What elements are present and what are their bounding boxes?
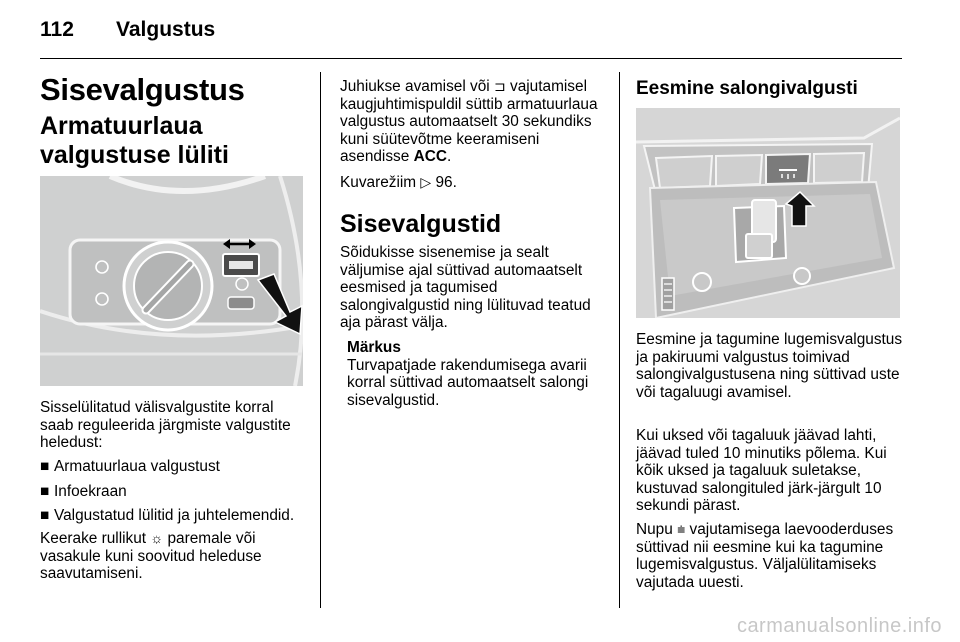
list-item bbox=[40, 507, 310, 525]
note-box bbox=[347, 339, 605, 409]
list-item bbox=[40, 483, 310, 501]
courtesy-light-figure bbox=[636, 108, 900, 318]
list-item-text: Armatuurlaua valgustust bbox=[54, 458, 220, 475]
bullet-icon: ■ bbox=[40, 482, 50, 500]
p3-text-start: Nupu bbox=[636, 521, 673, 538]
overhead-console-illustration bbox=[636, 108, 900, 318]
subsection-heading: Armatuurlaua valgustuse lüliti bbox=[40, 112, 229, 169]
unlock-icon: ⊐ bbox=[493, 78, 506, 94]
courtesy-light-paragraph-3 bbox=[636, 521, 904, 591]
front-courtesy-light-heading: Eesmine salongivalgusti bbox=[636, 78, 858, 99]
list-item bbox=[40, 458, 310, 476]
display-mode-reference[interactable] bbox=[340, 174, 457, 192]
p1-text-mid: vajutamisel kaugjuhtimispuldil süttib armatuurlaua valgustus automaatselt 30 sekundiks kuni süütevõtme keeramiseni asendisse bbox=[340, 78, 598, 166]
bullet-icon: ■ bbox=[40, 458, 50, 475]
page-number: 112 bbox=[40, 18, 74, 41]
dashboard-switch-figure bbox=[40, 176, 303, 386]
rotate-text-start: Keerake rullikut bbox=[40, 530, 147, 547]
list-item-text: Valgustatud lülitid ja juhtelemendid. bbox=[54, 507, 295, 525]
brightness-intro: Sisselülitatud välisvalgustite korral saab reguleerida järgmiste valgustite heledust: bbox=[40, 399, 291, 452]
chapter-title: Valgustus bbox=[116, 18, 216, 41]
p1-text-end: . bbox=[446, 148, 452, 166]
section-heading: Sisevalgustus bbox=[40, 72, 245, 107]
watermark: carmanualsonline.info bbox=[736, 615, 942, 637]
dimmer-icon: ☼ bbox=[150, 530, 164, 546]
header-rule bbox=[40, 58, 902, 59]
courtesy-light-paragraph-1: Eesmine ja tagumine lugemisvalgustus ja pakiruumi valgustus toimivad salongivalgustusena ning süttivad uste või tagaluugi avamisel. bbox=[636, 331, 903, 401]
column-divider-2 bbox=[619, 72, 620, 608]
dashboard-light-paragraph bbox=[340, 78, 602, 166]
p3-text-end: vajutamisega laevooderduses süttivad nii eesmine kui ka tagumine lugemisvalgustus. Väljalülitamiseks vajutada uuesti. bbox=[636, 521, 894, 591]
courtesy-light-paragraph-2: Kui uksed või tagaluuk jäävad lahti, jäävad tuled 10 minutiks põlema. Kui kõik uksed ja tagaluuk suletakse, kustuvad salongituled järk-järgult 10 sekundi pärast. bbox=[636, 427, 887, 515]
reference-text: Kuvarežiim bbox=[340, 174, 417, 191]
acc-label: ACC bbox=[413, 148, 447, 166]
column-divider-1 bbox=[320, 72, 321, 608]
bullet-icon: ■ bbox=[40, 507, 50, 525]
rotate-text-end: paremale või vasakule kuni soovitud heleduse saavutamiseni. bbox=[40, 530, 262, 583]
interior-lights-heading: Sisevalgustid bbox=[340, 210, 502, 238]
p1-text-start: Juhiukse avamisel või bbox=[340, 78, 490, 95]
note-text: Turvapatjade rakendumisega avarii korral süttivad automaatselt salongi sisevalgustid. bbox=[347, 356, 589, 409]
rotate-instruction bbox=[40, 530, 310, 583]
list-item-text: Infoekraan bbox=[54, 482, 127, 500]
interior-lights-paragraph: Sõidukisse sisenemise ja sealt väljumise ajal süttivad automaatselt eesmised ja tagumised salongivalgustid ning lülituvad teatud aja pärast välja. bbox=[340, 244, 591, 332]
brightness-list bbox=[40, 458, 310, 525]
note-title: Märkus bbox=[347, 339, 401, 356]
light-switch-illustration bbox=[40, 176, 303, 386]
courtesy-light-icon: ⩧ bbox=[677, 521, 686, 537]
reference-page: 96. bbox=[435, 174, 457, 191]
page-reference-icon: ▷ bbox=[420, 174, 432, 190]
